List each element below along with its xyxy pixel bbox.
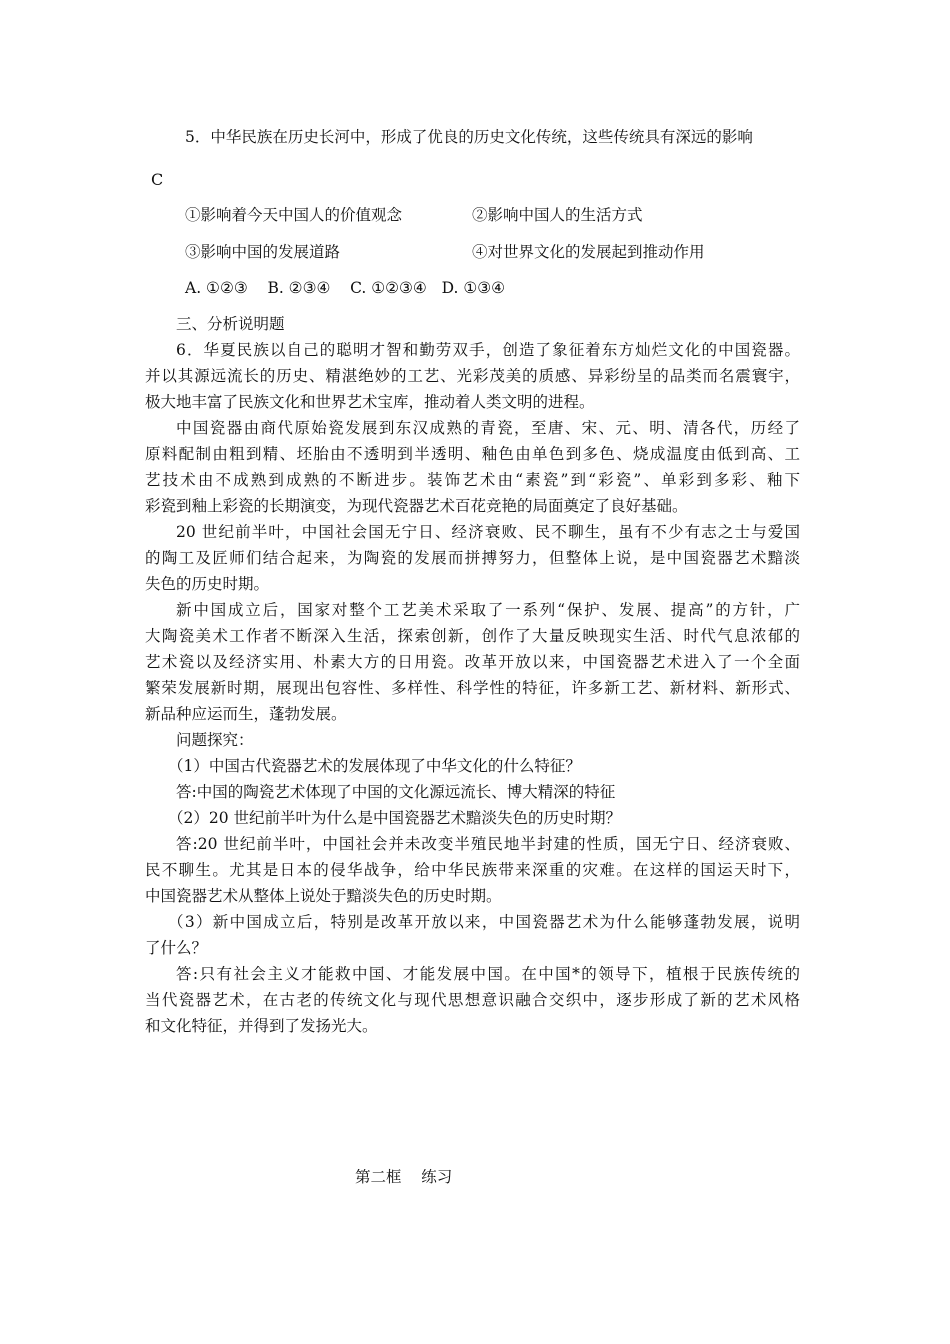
q6-p2-line-3: 艺技术由不成熟到成熟的不断进步。装饰艺术由“素瓷”到“彩瓷”、单彩到多彩、釉下 (145, 471, 800, 489)
q5-option-2: ②影响中国人的生活方式 (472, 206, 643, 224)
q5-option-1: ①影响着今天中国人的价值观念 (185, 206, 403, 224)
q5-choices: A. ①②③ B. ②③④ C. ①②③④ D. ①③④ (185, 279, 506, 297)
q6-p3-line-2: 的陶工及匠师们结合起来，为陶瓷的发展而拼搏努力，但整体上说，是中国瓷器艺术黯淡 (145, 549, 800, 567)
answer-1: 答:中国的陶瓷艺术体现了中国的文化源远流长、博大精深的特征 (176, 783, 616, 801)
explore-heading: 问题探究： (176, 731, 254, 749)
q6-p1-line-2: 并以其源远流长的历史、精湛绝妙的工艺、光彩茂美的质感、异彩纷呈的品类而名震寰宇， (145, 367, 800, 385)
q6-p2-line-1: 中国瓷器由商代原始瓷发展到东汉成熟的青瓷，至唐、宋、元、明、清各代，历经了 (176, 419, 800, 437)
q6-p1-line-1: 6．华夏民族以自己的聪明才智和勤劳双手，创造了象征着东方灿烂文化的中国瓷器。 (176, 341, 800, 359)
sub-question-3-line-2: 了什么？ (145, 939, 208, 957)
q6-p3-line-3: 失色的历史时期。 (145, 575, 270, 593)
answer-3-line-3: 和文化特征，并得到了发扬光大。 (145, 1017, 378, 1035)
q6-p4-line-3: 艺术瓷以及经济实用、朴素大方的日用瓷。改革开放以来，中国瓷器艺术进入了一个全面 (145, 653, 800, 671)
answer-2-line-1: 答:20 世纪前半叶，中国社会并未改变半殖民地半封建的性质，国无宁日、经济衰败、 (176, 835, 800, 853)
sub-question-2: （2）20 世纪前半叶为什么是中国瓷器艺术黯淡失色的历史时期？ (168, 809, 622, 827)
q5-stem: 5．中华民族在历史长河中，形成了优良的历史文化传统，这些传统具有深远的影响 (185, 128, 753, 146)
q6-p4-line-5: 新品种应运而生，蓬勃发展。 (145, 705, 347, 723)
q6-p3-line-1: 20 世纪前半叶，中国社会国无宁日、经济衰败、民不聊生，虽有不少有志之士与爱国 (176, 523, 800, 541)
q5-option-4: ④对世界文化的发展起到推动作用 (472, 243, 705, 261)
answer-2-line-3: 中国瓷器艺术从整体上说处于黯淡失色的历史时期。 (145, 887, 502, 905)
q6-p1-line-3: 极大地丰富了民族文化和世界艺术宝库，推动着人类文明的进程。 (145, 393, 595, 411)
q6-p2-line-4: 彩瓷到釉上彩瓷的长期演变，为现代瓷器艺术百花竞艳的局面奠定了良好基础。 (145, 497, 688, 515)
q6-p4-line-1: 新中国成立后，国家对整个工艺美术采取了一系列“保护、发展、提高”的方针，广 (176, 601, 800, 619)
q6-p4-line-2: 大陶瓷美术工作者不断深入生活，探索创新，创作了大量反映现实生活、时代气息浓郁的 (145, 627, 800, 645)
sub-question-3-line-1: （3）新中国成立后，特别是改革开放以来，中国瓷器艺术为什么能够蓬勃发展，说明 (168, 913, 800, 931)
answer-3-line-2: 当代瓷器艺术，在古老的传统文化与现代思想意识融合交织中，逐步形成了新的艺术风格 (145, 991, 800, 1009)
q6-p4-line-4: 繁荣发展新时期，展现出包容性、多样性、科学性的特征，许多新工艺、新材料、新形式、 (145, 679, 800, 697)
q5-option-3: ③影响中国的发展道路 (185, 243, 341, 261)
answer-3-line-1: 答:只有社会主义才能救中国、才能发展中国。在中国*的领导下，植根于民族传统的 (176, 965, 800, 983)
answer-2-line-2: 民不聊生。尤其是日本的侵华战争，给中华民族带来深重的灾难。在这样的国运天时下， (145, 861, 800, 879)
section-title: 三、分析说明题 (176, 315, 285, 333)
q5-answer: C (151, 170, 164, 189)
sub-question-1: （1）中国古代瓷器艺术的发展体现了中华文化的什么特征？ (168, 757, 581, 775)
section-heading-second-frame: 第二框 练习 (355, 1168, 453, 1186)
q6-p2-line-2: 原料配制由粗到精、坯胎由不透明到半透明、釉色由单色到多色、烧成温度由低到高、工 (145, 445, 800, 463)
